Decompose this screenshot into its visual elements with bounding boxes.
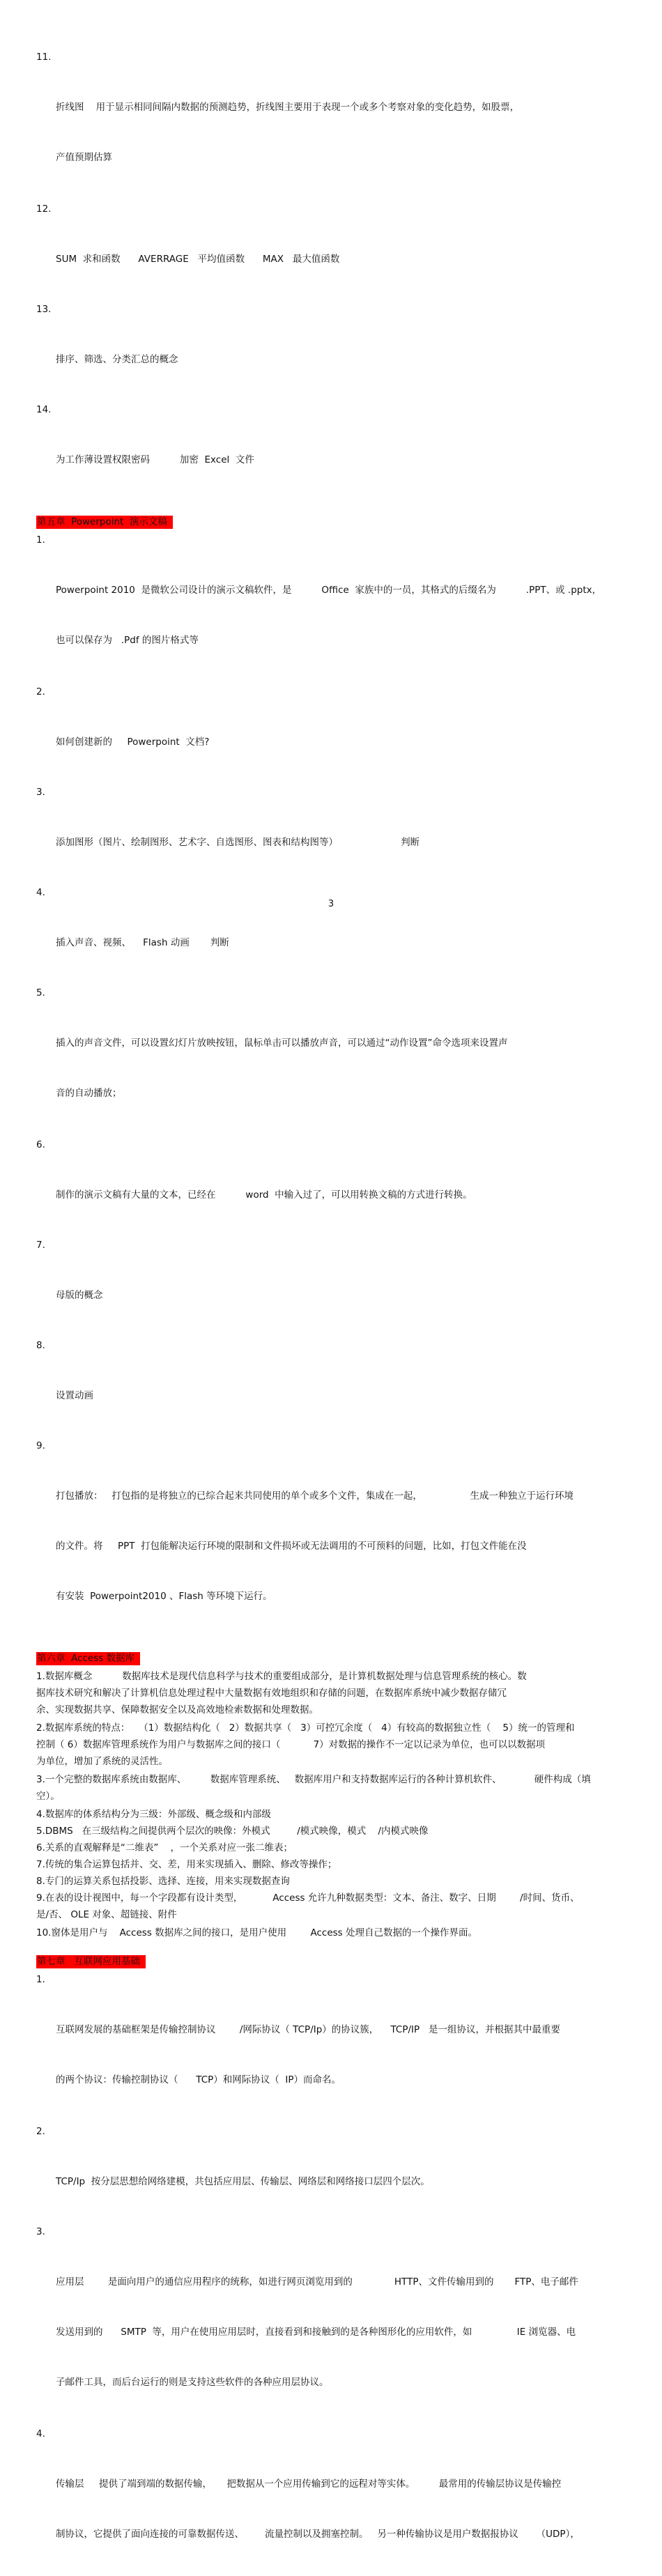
chapter-heading-7: 第七章 互联网应用基础 [36, 1955, 146, 1968]
list-item [36, 684, 629, 784]
paragraph-line: 余、实现数据共享、保障数据安全以及高效地检索数据和处理数据。 [36, 1704, 318, 1715]
paragraph-line: 3.一个完整的数据库系统由数据库、 数据库管理系统、 数据库用户和支持数据库运行的各种计算机软件、 硬件构成（填 [36, 1774, 591, 1785]
paragraph [36, 1720, 629, 1770]
list-item [36, 1437, 629, 1638]
paragraph-line: 6.关系的直观解释是“二维表” ，一个关系对应一张二维表； [36, 1842, 293, 1853]
item-text: 的文件。将 PPT 打包能解决运行环境的限制和文件损坏或无法调用的不可预料的问题，比如，打包文件能在没 [56, 1541, 527, 1552]
item-text: 传输层 提供了端到端的数据传输， 把数据从一个应用传输到它的远程对等实体。 最常用的传输层协议是传输控 [56, 2478, 562, 2490]
item-text: 制协议，它提供了面向连接的可靠数据传送、 流量控制以及拥塞控制。 另一种传输协议是用户数据报协议 （UDP）， [56, 2529, 580, 2540]
paragraph-line: 2.数据库系统的特点： （1）数据结构化（ 2）数据共享（ 3）可控冗余度（ 4）有较高的数据独立性（ 5）统一的管理和 [36, 1722, 575, 1734]
item-text: 音的自动播放； [56, 1088, 122, 1099]
item-text: 排序、筛选、分类汇总的概念 [56, 354, 178, 365]
item-number: 4. [36, 2428, 45, 2439]
ch5-list [36, 532, 629, 1638]
list-item [36, 1136, 629, 1237]
ch7-list [36, 1971, 629, 2576]
paragraph-line: 5.DBMS 在三级结构之间提供两个层次的映像：外模式 /模式映像，模式 /内模式映像 [36, 1826, 429, 1837]
item-number: 7. [36, 1240, 45, 1251]
item-number: 9. [36, 1440, 45, 1451]
paragraph-line: 1.数据库概念 数据库技术是现代信息科学与技术的重要组成部分，是计算机数据处理与信息管理系统的核心。数 [36, 1671, 527, 1682]
list-item [36, 2223, 629, 2424]
chapter-heading-6: 第六章 Access 数据库 [36, 1652, 140, 1665]
item-text: 设置动画 [56, 1390, 93, 1401]
item-number: 2. [36, 686, 45, 697]
item-number: 1. [36, 1974, 45, 1985]
item-text: 的两个协议：传输控制协议（ TCP）和网际协议（ IP）而命名。 [56, 2074, 341, 2085]
item-text: TCP/Ip 按分层思想给网络建模，共包括应用层、传输层、网络层和网络接口层四个层次。 [56, 2176, 430, 2187]
item-number: 3. [36, 2226, 45, 2237]
list-item [36, 2123, 629, 2223]
item-number: 1. [36, 534, 45, 546]
item-number: 12. [36, 203, 52, 215]
list-item [36, 532, 629, 682]
item-text: 添加图形（图片、绘制图形、艺术字、自选图形、图表和结构图等） 判断 [56, 837, 420, 848]
item-text: 也可以保存为 .Pdf 的图片格式等 [56, 635, 199, 646]
page-number: 3 [328, 899, 334, 909]
item-text: 制作的演示文稿有大量的文本，已经在 word 中输入过了，可以用转换文稿的方式进行转换。 [56, 1189, 472, 1201]
list-item [36, 2425, 629, 2576]
item-text: Powerpoint 2010 是微软公司设计的演示文稿软件，是 Office 家族中的一员，其格式的后缀名为 .PPT、或 .pptx， [56, 585, 602, 596]
item-number: 13. [36, 304, 52, 315]
paragraph-line: 空）。 [36, 1791, 60, 1802]
item-text: 应用层 是面向用户的通信应用程序的统称，如进行网页浏览用到的 HTTP、文件传输用到的 FTP、电子邮件 [56, 2276, 578, 2288]
item-number: 2. [36, 2126, 45, 2137]
document-page [36, 49, 629, 2576]
list-item [36, 784, 629, 884]
item-number: 11. [36, 52, 52, 63]
item-number: 5. [36, 987, 45, 998]
item-text: 打包播放： 打包指的是将独立的已综合起来共同使用的单个或多个文件，集成在一起， 生成一种独立于运行环境 [56, 1490, 574, 1502]
list-item [36, 49, 629, 199]
item-number: 8. [36, 1340, 45, 1351]
item-number: 4. [36, 887, 45, 898]
item-text: SUM 求和函数 AVERRAGE 平均值函数 MAX 最大值函数 [56, 254, 340, 265]
paragraph-line: 4.数据库的体系结构分为三级：外部级、概念级和内部级 [36, 1809, 271, 1820]
paragraph-line: 8.专门的运算关系包括投影、选择、连接，用来实现数据查询 [36, 1876, 290, 1887]
list-item [36, 985, 629, 1135]
item-text: 折线图 用于显示相同间隔内数据的预测趋势，折线图主要用于表现一个或多个考察对象的变化趋势，如股票， [56, 102, 520, 113]
item-number: 6. [36, 1139, 45, 1150]
list-item [36, 1337, 629, 1437]
item-text: 插入的声音文件，可以设置幻灯片放映按钮，鼠标单击可以播放声音，可以通过“动作设置”命令选项来设置声 [56, 1038, 508, 1049]
item-number: 14. [36, 404, 52, 415]
paragraph-line: 控制（ 6）数据库管理系统作为用户与数据库之间的接口（ 7）对数据的操作不一定以记录为单位，也可以以数据项 [36, 1739, 546, 1750]
item-text: 子邮件工具，而后台运行的则是支持这些软件的各种应用层协议。 [56, 2377, 329, 2388]
item-text: 产值预期估算 [56, 152, 112, 163]
list-item [36, 1971, 629, 2122]
item-text: 插入声音、视频、 Flash 动画 判断 [56, 937, 229, 948]
item-text: 发送用到的 SMTP 等，用户在使用应用层时，直接看到和接触到的是各种图形化的应用软件，如 IE 浏览器、电 [56, 2327, 576, 2338]
list-item [36, 401, 629, 502]
paragraph-line: 是/否、 OLE 对象、超链接、附件 [36, 1909, 177, 1920]
ch4-list [36, 49, 629, 502]
item-number: 3. [36, 787, 45, 798]
paragraph [36, 1771, 629, 1805]
item-text: 有安装 Powerpoint2010 、Flash 等环境下运行。 [56, 1591, 272, 1602]
item-text: 母版的概念 [56, 1290, 103, 1301]
list-item [36, 1237, 629, 1337]
paragraph [36, 1890, 629, 1923]
paragraph-line: 为单位，增加了系统的灵活性。 [36, 1756, 168, 1767]
paragraph-line: 9.在表的设计视图中，每一个字段都有设计类型， Access 允许九种数据类型：文本、备注、数字、日期 /时间、货币、 [36, 1892, 580, 1904]
chapter-heading-5: 第五章 Powerpoint 演示文稿 [36, 516, 173, 529]
paragraph-line: 10.窗体是用户与 Access 数据库之间的接口，是用户使用 Access 处理自己数据的一个操作界面。 [36, 1927, 477, 1938]
ch6-paragraphs [36, 1668, 629, 1941]
paragraph-line: 据库技术研究和解决了计算机信息处理过程中大量数据有效地组织和存储的问题，在数据库系统中减少数据存储冗 [36, 1688, 507, 1699]
paragraph [36, 1668, 629, 1718]
item-text: 互联网发展的基础框架是传输控制协议 /网际协议（ TCP/Ip）的协议簇， TCP/IP 是一组协议，并根据其中最重要 [56, 2024, 561, 2035]
list-item [36, 201, 629, 301]
list-item [36, 301, 629, 401]
item-text: 为工作薄设置权限密码 加密 Excel 文件 [56, 454, 254, 465]
paragraph-line: 7.传统的集合运算包括并、交、差，用来实现插入、删除、修改等操作； [36, 1859, 337, 1870]
item-text: 如何创建新的 Powerpoint 文档? [56, 736, 210, 748]
